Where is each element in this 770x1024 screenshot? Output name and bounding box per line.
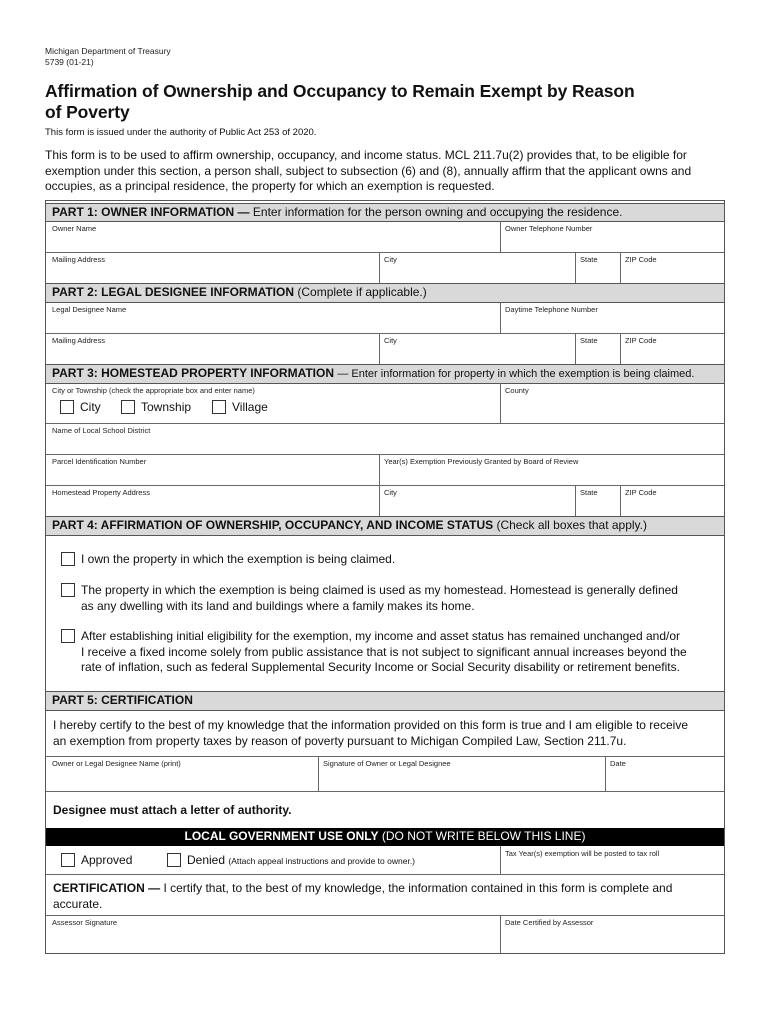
denied-label: Denied (Attach appeal instructions and provide to owner.) bbox=[187, 853, 416, 867]
approved-label: Approved bbox=[81, 853, 133, 867]
city-option-label: City bbox=[80, 400, 101, 414]
zip-label: ZIP Code bbox=[625, 255, 657, 264]
village-option-label: Village bbox=[232, 400, 268, 414]
designee-zip-label: ZIP Code bbox=[625, 336, 657, 345]
local-government-bar: LOCAL GOVERNMENT USE ONLY (DO NOT WRITE BELOW THIS LINE) bbox=[46, 828, 724, 846]
homestead-zip-label: ZIP Code bbox=[625, 488, 657, 497]
owner-mailing-address-field[interactable] bbox=[46, 252, 379, 283]
authority-statement: This form is issued under the authority of Public Act 253 of 2020. bbox=[45, 127, 317, 138]
homestead-address-label: Homestead Property Address bbox=[52, 488, 150, 497]
designee-state-label: State bbox=[580, 336, 598, 345]
city-checkbox[interactable] bbox=[60, 400, 74, 414]
daytime-phone-label: Daytime Telephone Number bbox=[505, 305, 598, 314]
certification-text: I hereby certify to the best of my knowledge that the information provided on this form is true and I am eligible to receive an exemption from property taxes by reason of poverty pursuant to Michigan Compiled Law, Section 211.7u. bbox=[53, 718, 688, 748]
income-status-text: After establishing initial eligibility for the exemption, my income and asset status has remained unchanged and/or I receive a fixed income solely from public assistance that is not subject to significant annual increases beyond the rate of inflation, such as federal Supplemental Security Income or Social Security disability or retirement benefits. bbox=[81, 629, 687, 674]
designee-note: Designee must attach a letter of authority. bbox=[53, 803, 292, 817]
designee-phone-field[interactable] bbox=[501, 302, 724, 333]
owner-state-field[interactable] bbox=[576, 252, 620, 283]
name-print-field[interactable] bbox=[46, 756, 318, 791]
designee-city-label: City bbox=[384, 336, 397, 345]
name-print-label: Owner or Legal Designee Name (print) bbox=[52, 759, 181, 768]
state-label: State bbox=[580, 255, 598, 264]
homestead-zip-field[interactable] bbox=[621, 485, 724, 516]
denied-checkbox[interactable] bbox=[167, 853, 181, 867]
part3-header: PART 3: HOMESTEAD PROPERTY INFORMATION — Enter information for property in which the exemption is being claimed. bbox=[46, 364, 724, 384]
township-option-label: Township bbox=[141, 400, 192, 414]
form-title-line1: Affirmation of Ownership and Occupancy to Remain Exempt by Reason bbox=[45, 81, 635, 101]
form-number: 5739 (01-21) bbox=[45, 57, 94, 67]
part5-header: PART 5: CERTIFICATION bbox=[46, 691, 724, 711]
homestead-city-field[interactable] bbox=[380, 485, 575, 516]
form-body bbox=[45, 200, 725, 954]
intro-paragraph: This form is to be used to affirm ownership, occupancy, and income status. MCL 211.7u(2) provides that, to be eligible for exemption under this section, a person shall, subject to subsection (6) and (8), annually affirm that the applicant owns and occupies, as a principal residence, the property for which an exemption is requested. bbox=[45, 148, 692, 193]
owner-phone-field[interactable] bbox=[501, 221, 724, 252]
date-certified-field[interactable] bbox=[501, 915, 724, 953]
homestead-text: The property in which the exemption is being claimed is used as my homestead. Homestead is generally defined as any dwelling with its land and buildings where a family makes its home. bbox=[81, 583, 678, 613]
years-granted-field[interactable] bbox=[380, 454, 724, 485]
approved-checkbox[interactable] bbox=[61, 853, 75, 867]
date-label: Date bbox=[610, 759, 626, 768]
owner-phone-label: Owner Telephone Number bbox=[505, 224, 593, 233]
owner-zip-field[interactable] bbox=[621, 252, 724, 283]
parcel-id-field[interactable] bbox=[46, 454, 379, 485]
designee-mailing-label: Mailing Address bbox=[52, 336, 105, 345]
homestead-state-label: State bbox=[580, 488, 598, 497]
homestead-checkbox[interactable] bbox=[61, 583, 75, 597]
designee-zip-field[interactable] bbox=[621, 333, 724, 364]
date-certified-label: Date Certified by Assessor bbox=[505, 918, 594, 927]
own-property-text: I own the property in which the exemption is being claimed. bbox=[81, 552, 396, 566]
tax-year-field[interactable] bbox=[501, 846, 724, 874]
homestead-state-field[interactable] bbox=[576, 485, 620, 516]
mailing-address-label: Mailing Address bbox=[52, 255, 105, 264]
date-field[interactable] bbox=[606, 756, 724, 791]
own-property-checkbox[interactable] bbox=[61, 552, 75, 566]
signature-field[interactable] bbox=[319, 756, 605, 791]
owner-city-field[interactable] bbox=[380, 252, 575, 283]
income-status-checkbox[interactable] bbox=[61, 629, 75, 643]
designee-state-field[interactable] bbox=[576, 333, 620, 364]
designee-mailing-field[interactable] bbox=[46, 333, 379, 364]
signature-label: Signature of Owner or Legal Designee bbox=[323, 759, 451, 768]
owner-name-field[interactable] bbox=[46, 221, 500, 252]
township-checkbox[interactable] bbox=[121, 400, 135, 414]
part2-header: PART 2: LEGAL DESIGNEE INFORMATION (Complete if applicable.) bbox=[46, 283, 724, 303]
assessor-signature-field[interactable] bbox=[46, 915, 500, 953]
school-district-label: Name of Local School District bbox=[52, 426, 151, 435]
assessor-signature-label: Assessor Signature bbox=[52, 918, 118, 927]
form-title-line2: of Poverty bbox=[45, 102, 130, 122]
county-label: County bbox=[505, 386, 529, 395]
homestead-city-label: City bbox=[384, 488, 397, 497]
designee-city-field[interactable] bbox=[380, 333, 575, 364]
part4-header: PART 4: AFFIRMATION OF OWNERSHIP, OCCUPANCY, AND INCOME STATUS (Check all boxes that apply.) bbox=[46, 516, 724, 536]
city-township-label: City or Township (check the appropriate box and enter name) bbox=[52, 386, 255, 395]
village-checkbox[interactable] bbox=[212, 400, 226, 414]
county-field[interactable] bbox=[501, 383, 724, 423]
years-granted-label: Year(s) Exemption Previously Granted by Board of Review bbox=[384, 457, 579, 466]
owner-name-label: Owner Name bbox=[52, 224, 97, 233]
part1-header: PART 1: OWNER INFORMATION — Enter information for the person owning and occupying the residence. bbox=[46, 203, 724, 222]
homestead-address-field[interactable] bbox=[46, 485, 379, 516]
designee-name-field[interactable] bbox=[46, 302, 500, 333]
department-name: Michigan Department of Treasury bbox=[45, 46, 171, 56]
assessor-certification-text: CERTIFICATION — I certify that, to the best of my knowledge, the information contained in this form is complete and accurate. bbox=[53, 881, 673, 911]
school-district-field[interactable] bbox=[46, 423, 724, 454]
parcel-id-label: Parcel Identification Number bbox=[52, 457, 147, 466]
tax-year-label: Tax Year(s) exemption will be posted to tax roll bbox=[505, 849, 660, 858]
city-label: City bbox=[384, 255, 397, 264]
designee-name-label: Legal Designee Name bbox=[52, 305, 127, 314]
